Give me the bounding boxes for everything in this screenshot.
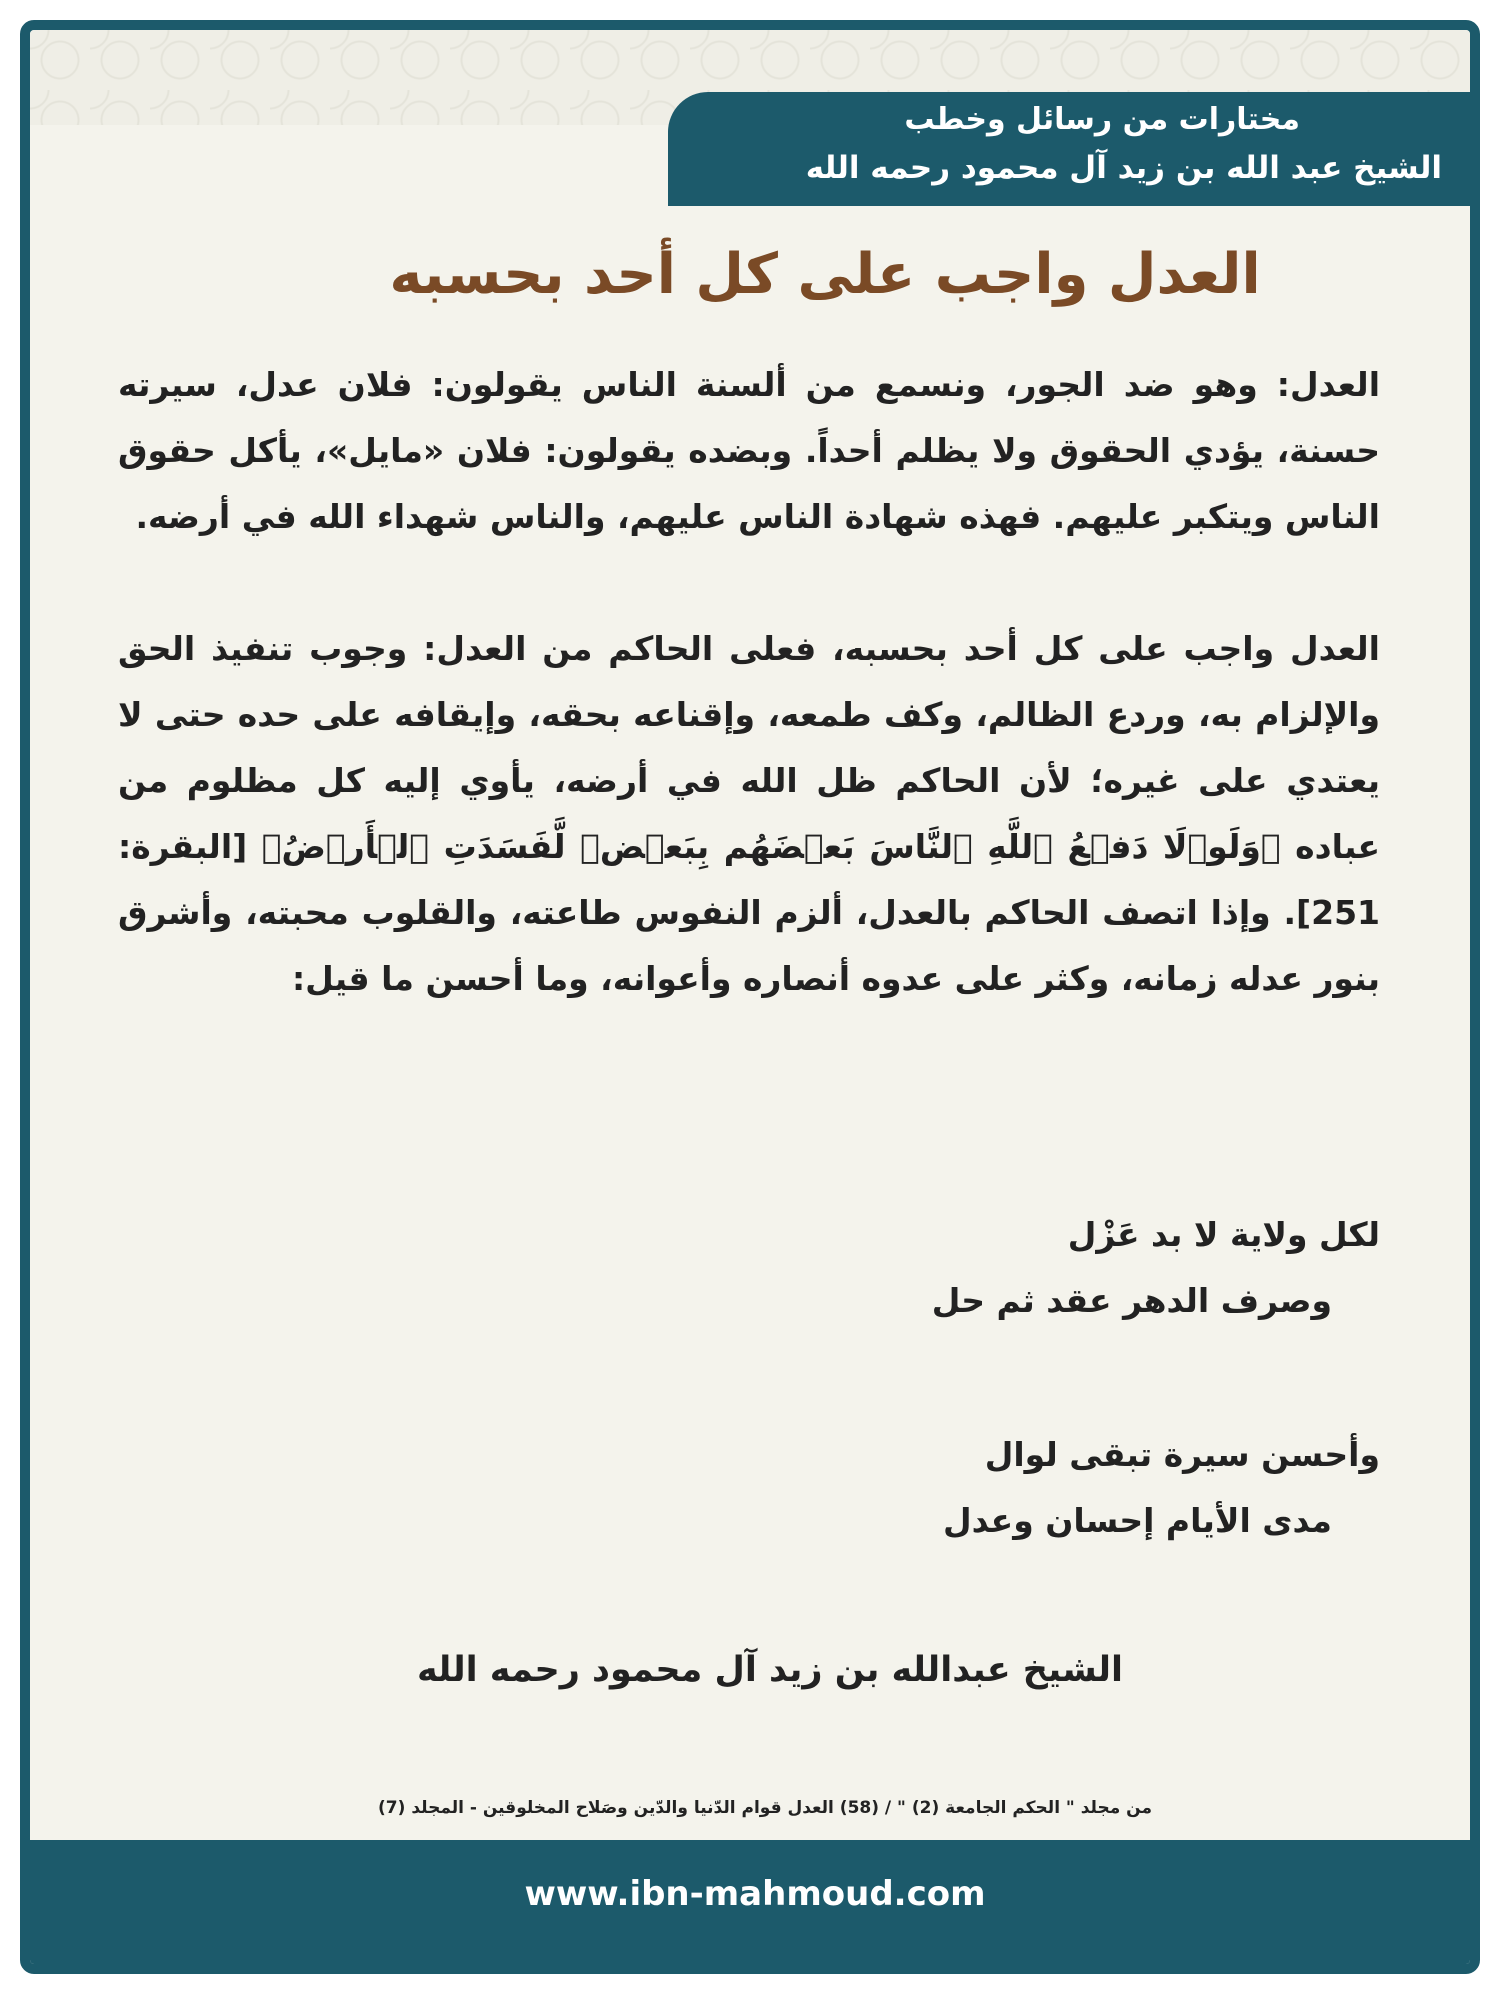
page-title: العدل واجب على كل أحد بحسبه (389, 242, 1261, 307)
article-body (118, 352, 1380, 1078)
header-author: الشيخ عبد الله بن زيد آل محمود رحمه الله (805, 150, 1442, 186)
source-citation: من مجلد " الحكم الجامعة (2) " / (58) العدل قوام الدّنيا والدّين وصَلاح المخلوقين - المجلد (7) (378, 1798, 1152, 1818)
website-link[interactable]: www.ibn-mahmoud.com (524, 1874, 986, 1914)
poem-line-3: وأحسن سيرة تبقى لوال (984, 1435, 1380, 1474)
header-subtitle: مختارات من رسائل وخطب (904, 102, 1300, 137)
poem-line-4: مدى الأيام إحسان وعدل (942, 1501, 1332, 1540)
poem-line-1: لكل ولاية لا بد عَزْل (1067, 1215, 1380, 1254)
paragraph-2: العدل واجب على كل أحد بحسبه، فعلى الحاكم من العدل: وجوب تنفيذ الحق والإلزام به، وردع الظالم، وكف طمعه، وإقناعه بحقه، وإيقافه على حده حتى لا يعتدي على غيره؛ لأن الحاكم ظل الله في أرضه، يأوي إليه كل مظلوم من عباده ﴿وَلَوۡلَا دَفۡعُ ٱللَّهِ ٱلنَّاسَ بَعۡضَهُم بِبَعۡضٖ لَّفَسَدَتِ ٱلۡأَرۡضُ﴾ [البقرة: 251]. وإذا اتصف الحاكم بالعدل، ألزم النفوس طاعته، والقلوب محبته، وأشرق بنور عدله زمانه، وكثر على عدوه أنصاره وأعوانه، وما أحسن ما قيل: (118, 629, 1380, 998)
poem-line-2: وصرف الدهر عقد ثم حل (931, 1281, 1332, 1320)
header-ribbon (668, 92, 1470, 206)
author-signature: الشيخ عبدالله بن زيد آل محمود رحمه الله (416, 1650, 1124, 1690)
footer-bar (30, 1840, 1470, 1964)
page-frame (20, 20, 1480, 1974)
paragraph-1: العدل: وهو ضد الجور، ونسمع من ألسنة الناس يقولون: فلان عدل، سيرته حسنة، يؤدي الحقوق ولا يظلم أحداً. وبضده يقولون: فلان «مايل»، يأكل حقوق الناس ويتكبر عليهم. فهذه شهادة الناس عليهم، والناس شهداء الله في أرضه. (118, 365, 1380, 536)
